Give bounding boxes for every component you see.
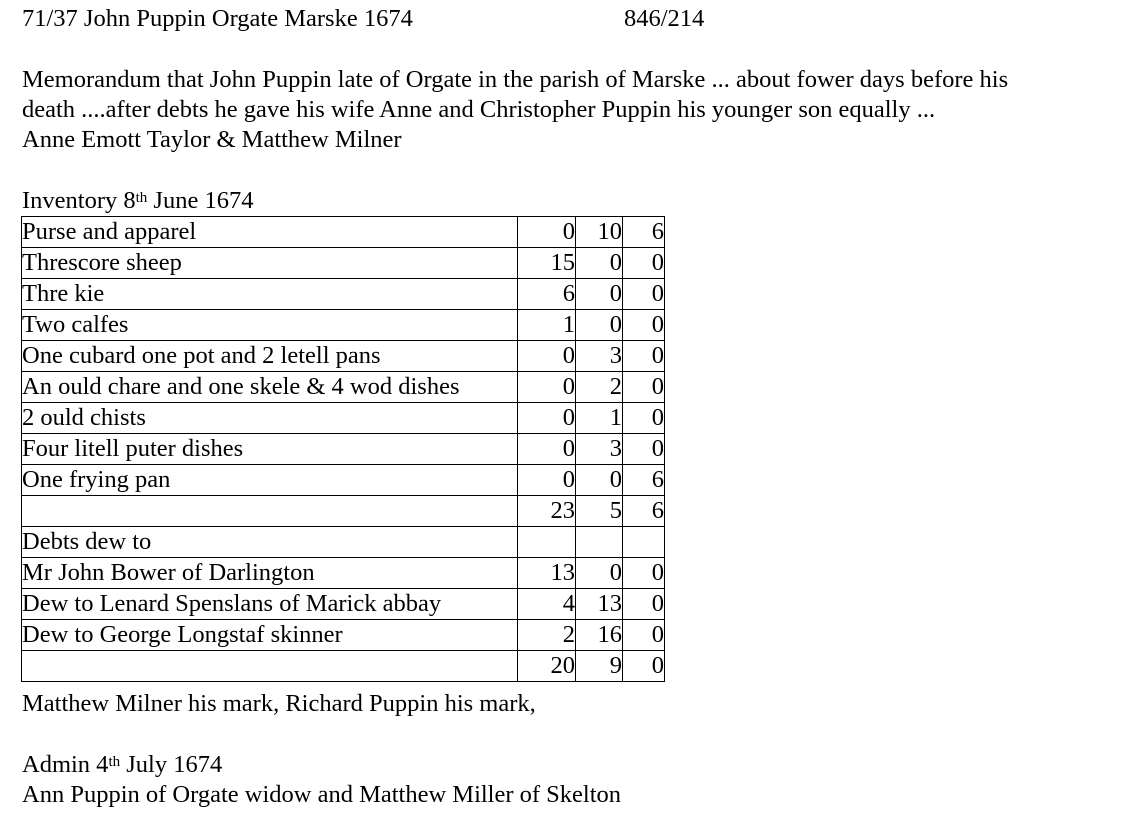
inventory-row — [22, 310, 665, 341]
inventory-item-cell: 2 ould chists — [22, 403, 518, 434]
pounds-cell: 0 — [518, 434, 576, 465]
pence-cell: 0 — [623, 434, 665, 465]
pence-cell: 0 — [623, 372, 665, 403]
inventory-item-cell: Mr John Bower of Darlington — [22, 558, 518, 589]
pence-cell: 0 — [623, 248, 665, 279]
inventory-row — [22, 279, 665, 310]
admin-heading-before: Admin 4 — [22, 751, 109, 778]
inventory-row — [22, 372, 665, 403]
inventory-row — [22, 248, 665, 279]
document-number — [624, 4, 704, 34]
shillings-cell: 1 — [576, 403, 623, 434]
pence-cell: 0 — [623, 341, 665, 372]
pence-cell: 6 — [623, 465, 665, 496]
inventory-table-body — [22, 217, 665, 682]
inventory-row — [22, 651, 665, 682]
shillings-cell — [576, 527, 623, 558]
shillings-cell: 0 — [576, 558, 623, 589]
memorandum-line-1: Memorandum that John Puppin late of Orgate in the parish of Marske ... about fower days before his — [22, 66, 1009, 93]
shillings-cell: 0 — [576, 279, 623, 310]
pounds-cell: 13 — [518, 558, 576, 589]
pounds-cell: 2 — [518, 620, 576, 651]
pence-cell: 6 — [623, 217, 665, 248]
inventory-row — [22, 620, 665, 651]
shillings-cell: 0 — [576, 465, 623, 496]
inventory-row — [22, 558, 665, 589]
pence-cell: 0 — [623, 403, 665, 434]
pounds-cell: 15 — [518, 248, 576, 279]
inventory-row — [22, 434, 665, 465]
admin-text: Ann Puppin of Orgate widow and Matthew Miller of Skelton — [22, 781, 622, 808]
inventory-item-cell: Dew to Lenard Spenslans of Marick abbay — [22, 589, 518, 620]
inventory-item-cell: Thre kie — [22, 279, 518, 310]
pounds-cell: 0 — [518, 217, 576, 248]
inventory-item-cell: Threscore sheep — [22, 248, 518, 279]
pence-cell: 0 — [623, 589, 665, 620]
inventory-heading-after: June 1674 — [147, 187, 254, 214]
shillings-cell: 5 — [576, 496, 623, 527]
shillings-cell: 16 — [576, 620, 623, 651]
inventory-item-cell: Four litell puter dishes — [22, 434, 518, 465]
admin-heading — [22, 750, 222, 780]
inventory-item-cell: Debts dew to — [22, 527, 518, 558]
pence-cell: 0 — [623, 620, 665, 651]
inventory-heading — [22, 186, 253, 216]
pounds-cell: 0 — [518, 403, 576, 434]
shillings-cell: 0 — [576, 310, 623, 341]
pounds-cell: 0 — [518, 372, 576, 403]
shillings-cell: 9 — [576, 651, 623, 682]
pounds-cell: 0 — [518, 465, 576, 496]
pounds-cell: 0 — [518, 341, 576, 372]
inventory-table — [21, 216, 665, 682]
shillings-cell: 2 — [576, 372, 623, 403]
pounds-cell: 4 — [518, 589, 576, 620]
pence-cell: 0 — [623, 651, 665, 682]
inventory-item-cell: One frying pan — [22, 465, 518, 496]
inventory-row — [22, 465, 665, 496]
shillings-cell: 10 — [576, 217, 623, 248]
inventory-item-cell — [22, 651, 518, 682]
inventory-row — [22, 496, 665, 527]
pounds-cell: 1 — [518, 310, 576, 341]
inventory-row — [22, 403, 665, 434]
shillings-cell: 3 — [576, 341, 623, 372]
inventory-item-cell: Purse and apparel — [22, 217, 518, 248]
pounds-cell: 6 — [518, 279, 576, 310]
pence-cell: 0 — [623, 279, 665, 310]
pence-cell: 6 — [623, 496, 665, 527]
pounds-cell: 23 — [518, 496, 576, 527]
inventory-row — [22, 217, 665, 248]
inventory-row — [22, 527, 665, 558]
shillings-cell: 13 — [576, 589, 623, 620]
pence-cell — [623, 527, 665, 558]
inventory-heading-before: Inventory 8 — [22, 187, 136, 214]
pence-cell: 0 — [623, 310, 665, 341]
admin-heading-sup: th — [108, 754, 121, 770]
inventory-heading-sup: th — [135, 190, 148, 206]
inventory-item-cell: Two calfes — [22, 310, 518, 341]
memorandum-line-3: Anne Emott Taylor & Matthew Milner — [22, 126, 402, 153]
inventory-item-cell: An ould chare and one skele & 4 wod dishes — [22, 372, 518, 403]
admin-heading-after: July 1674 — [120, 751, 223, 778]
marks-line: Matthew Milner his mark, Richard Puppin his mark, — [22, 690, 536, 717]
inventory-row — [22, 589, 665, 620]
document-reference — [22, 4, 413, 34]
pence-cell: 0 — [623, 558, 665, 589]
inventory-row — [22, 341, 665, 372]
shillings-cell: 3 — [576, 434, 623, 465]
pounds-cell: 20 — [518, 651, 576, 682]
reference-number: 846/214 — [624, 5, 705, 32]
memorandum-line-2: death ....after debts he gave his wife Anne and Christopher Puppin his younger son equally ... — [22, 96, 936, 123]
reference-title: 71/37 John Puppin Orgate Marske 1674 — [22, 5, 413, 32]
inventory-item-cell: Dew to George Longstaf skinner — [22, 620, 518, 651]
inventory-item-cell: One cubard one pot and 2 letell pans — [22, 341, 518, 372]
shillings-cell: 0 — [576, 248, 623, 279]
pounds-cell — [518, 527, 576, 558]
inventory-item-cell — [22, 496, 518, 527]
